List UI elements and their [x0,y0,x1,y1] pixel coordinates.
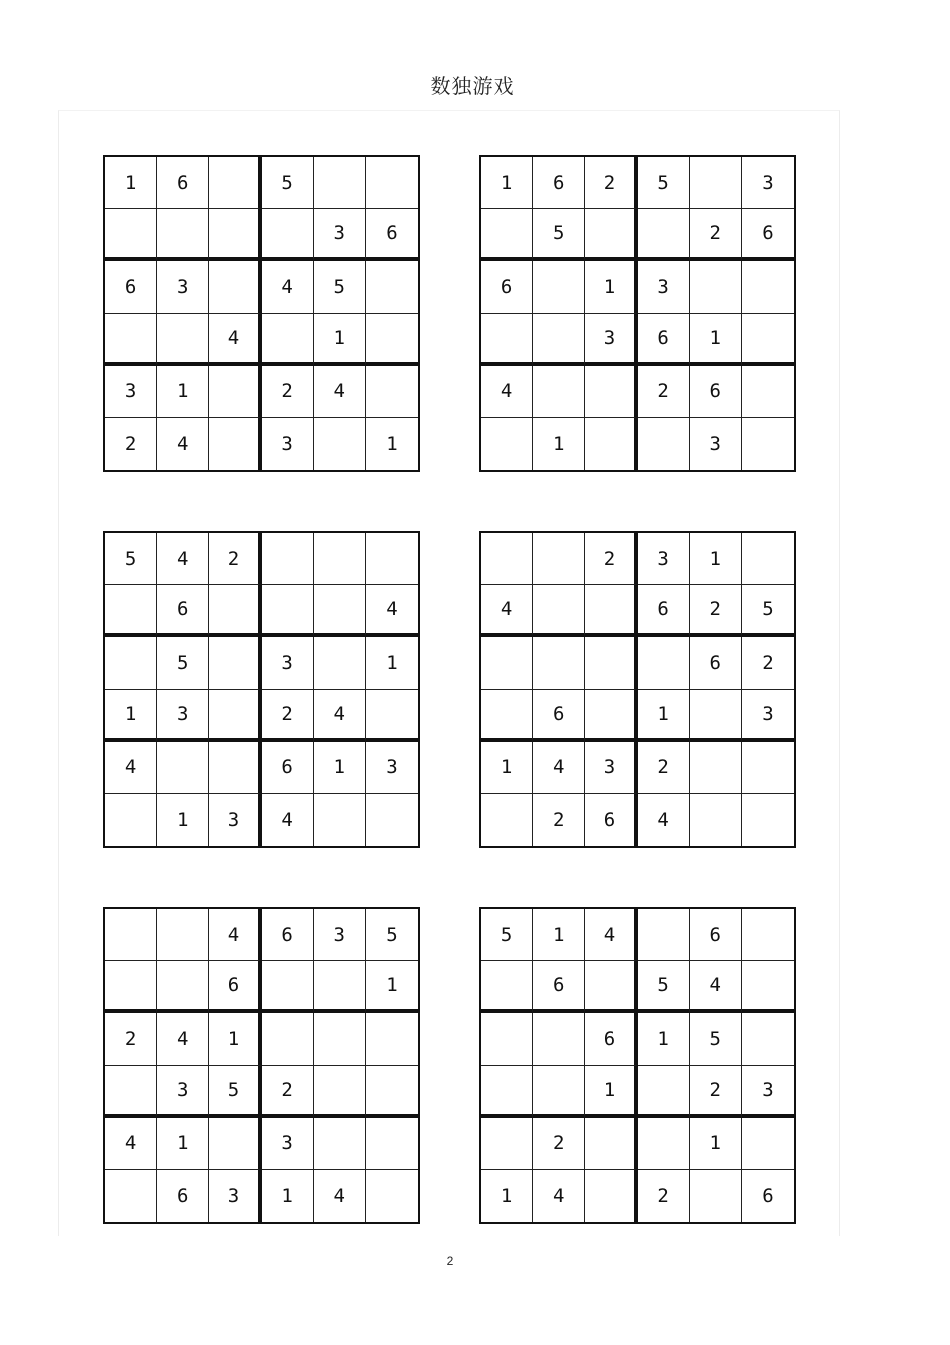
sudoku-cell[interactable] [690,794,742,846]
sudoku-cell: 2 [262,1066,314,1118]
sudoku-cell[interactable] [314,637,366,689]
sudoku-grid-6 [479,907,796,1224]
sudoku-cell[interactable] [585,961,637,1013]
sudoku-cell: 6 [762,1184,774,1207]
sudoku-cell[interactable] [585,366,637,418]
sudoku-cell: 4 [533,742,585,794]
sudoku-cell[interactable] [481,1118,533,1170]
sudoku-cell[interactable] [157,909,209,961]
sudoku-cell[interactable] [105,637,157,689]
sudoku-cell: 4 [638,794,690,846]
sudoku-cell[interactable] [209,585,261,637]
sudoku-grid-2 [479,155,796,472]
sudoku-cell: 2 [690,1066,742,1118]
sudoku-cell[interactable] [314,157,366,209]
sudoku-cell[interactable] [481,637,533,689]
sudoku-cell: 5 [366,909,418,961]
sudoku-cell[interactable] [157,314,209,366]
sudoku-cell[interactable] [209,261,261,313]
sudoku-cell[interactable] [105,209,157,261]
sudoku-cell: 3 [262,418,314,470]
sudoku-cell: 4 [585,909,637,961]
sudoku-cell[interactable] [366,794,418,846]
sudoku-cell: 4 [314,366,366,418]
sudoku-cell[interactable] [481,209,533,261]
sudoku-cell[interactable] [481,418,533,470]
sudoku-cell: 4 [157,418,209,470]
sudoku-cell: 5 [638,157,690,209]
sudoku-cell: 5 [262,157,314,209]
sudoku-cell[interactable] [690,690,742,742]
sudoku-cell: 6 [533,690,585,742]
sudoku-cell: 3 [742,157,794,209]
sudoku-cell[interactable] [209,690,261,742]
sudoku-cell: 6 [481,261,533,313]
sudoku-cell[interactable] [585,1118,637,1170]
sudoku-cell[interactable] [314,533,366,585]
sudoku-cell: 3 [157,1066,209,1118]
sudoku-grid-1 [103,155,420,472]
sudoku-cell[interactable] [533,314,585,366]
sudoku-cell: 6 [585,1013,637,1065]
sudoku-cell: 6 [209,961,261,1013]
sudoku-cell: 1 [690,1118,742,1170]
sudoku-cell[interactable] [366,1066,418,1118]
sudoku-cell: 2 [105,418,157,470]
sudoku-cell: 4 [209,314,261,366]
sudoku-cell: 2 [638,366,690,418]
sudoku-cell: 5 [742,585,794,637]
sudoku-cell: 1 [690,533,742,585]
sudoku-cell[interactable] [481,314,533,366]
sudoku-grid-4 [479,531,796,848]
sudoku-cell[interactable] [742,366,794,418]
sudoku-cell[interactable] [105,794,157,846]
sudoku-cell: 1 [585,1066,637,1118]
sudoku-cell: 1 [638,690,690,742]
sudoku-cell[interactable] [585,418,637,470]
sudoku-cell[interactable] [366,314,418,366]
sudoku-cell[interactable] [314,585,366,637]
sudoku-cell: 5 [157,637,209,689]
sudoku-cell[interactable] [690,1170,742,1222]
sudoku-cell: 3 [209,794,261,846]
sudoku-cell[interactable] [314,1013,366,1065]
sudoku-cell: 1 [157,794,209,846]
sudoku-cell: 6 [262,909,314,961]
sudoku-cell: 1 [209,1013,261,1065]
sudoku-cell[interactable] [262,209,314,261]
sudoku-grid-5 [103,907,420,1224]
sudoku-cell[interactable] [533,366,585,418]
sudoku-cell: 3 [105,366,157,418]
sudoku-cell: 1 [157,1118,209,1170]
page-title: 数独游戏 [430,74,515,98]
sudoku-cell: 1 [481,157,533,209]
sudoku-cell[interactable] [742,1013,794,1065]
sudoku-cell: 6 [157,1170,209,1222]
sudoku-cell[interactable] [157,742,209,794]
page-number: 2 [446,1254,454,1268]
sudoku-cell[interactable] [533,637,585,689]
sudoku-cell[interactable] [481,1066,533,1118]
sudoku-cell: 6 [533,961,585,1013]
sudoku-cell[interactable] [209,366,261,418]
sudoku-cell: 5 [533,209,585,261]
sudoku-cell[interactable] [314,794,366,846]
sudoku-cell[interactable] [366,157,418,209]
sudoku-grid-3 [103,531,420,848]
sudoku-cell: 1 [533,909,585,961]
sudoku-cell[interactable] [262,1013,314,1065]
sudoku-cell: 2 [209,533,261,585]
sudoku-cell: 1 [105,157,157,209]
sudoku-cell[interactable] [366,366,418,418]
sudoku-cell: 3 [742,1066,794,1118]
sudoku-cell[interactable] [366,1118,418,1170]
sudoku-cell[interactable] [585,209,637,261]
sudoku-cell[interactable] [481,533,533,585]
sudoku-cell: 2 [105,1013,157,1065]
sudoku-cell: 1 [585,261,637,313]
sudoku-cell: 4 [105,742,157,794]
sudoku-cell[interactable] [209,209,261,261]
sudoku-cell[interactable] [366,533,418,585]
sudoku-cell: 3 [262,1118,314,1170]
sudoku-cell: 5 [481,909,533,961]
sudoku-cell[interactable] [638,418,690,470]
sudoku-cell[interactable] [742,314,794,366]
sudoku-cell[interactable] [533,585,585,637]
sudoku-cell[interactable] [742,742,794,794]
sudoku-cell[interactable] [690,261,742,313]
sudoku-cell[interactable] [742,418,794,470]
sudoku-cell: 5 [209,1066,261,1118]
sudoku-cell[interactable] [105,585,157,637]
sudoku-cell[interactable] [209,742,261,794]
sudoku-cell: 6 [638,314,690,366]
sudoku-cell[interactable] [105,909,157,961]
sudoku-cell[interactable] [314,418,366,470]
sudoku-cell[interactable] [742,533,794,585]
sudoku-cell: 6 [262,742,314,794]
sudoku-cell: 4 [481,366,533,418]
sudoku-cell: 6 [690,366,742,418]
sudoku-cell[interactable] [209,418,261,470]
sudoku-cell: 4 [366,585,418,637]
sudoku-cell[interactable] [366,1170,418,1222]
sudoku-cell: 4 [481,585,533,637]
sudoku-cell: 1 [366,637,418,689]
sudoku-cell[interactable] [481,794,533,846]
sudoku-cell: 2 [690,209,742,261]
sudoku-cell: 4 [157,1013,209,1065]
sudoku-cell[interactable] [209,157,261,209]
sudoku-cell[interactable] [742,261,794,313]
sudoku-cell: 1 [533,418,585,470]
sudoku-cell: 2 [638,1170,690,1222]
sudoku-cell[interactable] [105,961,157,1013]
sudoku-cell: 3 [314,209,366,261]
sudoku-cell[interactable] [585,690,637,742]
sudoku-cell[interactable] [209,637,261,689]
sudoku-cell: 5 [638,961,690,1013]
sudoku-cell[interactable] [366,690,418,742]
sudoku-cell[interactable] [638,637,690,689]
sudoku-cell: 3 [157,261,209,313]
sudoku-cell[interactable] [638,209,690,261]
sudoku-cell: 1 [105,690,157,742]
sudoku-cell[interactable] [481,961,533,1013]
sudoku-cell[interactable] [742,1118,794,1170]
sudoku-cell: 3 [690,418,742,470]
sudoku-cell[interactable] [157,209,209,261]
sudoku-cell[interactable] [262,533,314,585]
sudoku-cell[interactable] [690,157,742,209]
sudoku-cell: 4 [105,1118,157,1170]
sudoku-cell[interactable] [742,909,794,961]
sudoku-cell: 2 [585,157,637,209]
sudoku-cell: 3 [585,314,637,366]
sudoku-cell[interactable] [481,690,533,742]
sudoku-cell: 3 [209,1170,261,1222]
sudoku-cell: 2 [262,366,314,418]
sudoku-cell: 5 [690,1013,742,1065]
sudoku-cell: 1 [481,1170,533,1222]
sudoku-cell: 1 [366,961,418,1013]
sudoku-cell[interactable] [157,961,209,1013]
sudoku-cell: 6 [690,909,742,961]
sudoku-cell: 6 [105,261,157,313]
sudoku-cell[interactable] [366,1013,418,1065]
sudoku-cell: 4 [690,961,742,1013]
sudoku-cell: 3 [314,909,366,961]
sudoku-cell: 3 [262,637,314,689]
sudoku-cell: 1 [314,314,366,366]
sudoku-cell: 1 [262,1170,314,1222]
sudoku-cell: 3 [638,261,690,313]
sudoku-cell: 2 [533,1118,585,1170]
sudoku-cell: 2 [690,585,742,637]
sudoku-cell[interactable] [638,909,690,961]
sudoku-cell: 2 [742,637,794,689]
sudoku-cell[interactable] [742,794,794,846]
sudoku-cell: 6 [690,637,742,689]
sudoku-cell: 1 [481,742,533,794]
sudoku-cell: 6 [585,794,637,846]
sudoku-cell: 4 [314,690,366,742]
sudoku-cell[interactable] [105,1170,157,1222]
sudoku-cell: 6 [533,157,585,209]
sudoku-cell: 1 [690,314,742,366]
sudoku-cell: 6 [157,157,209,209]
sudoku-cell[interactable] [314,961,366,1013]
sudoku-cell[interactable] [262,585,314,637]
sudoku-cell[interactable] [209,1118,261,1170]
sudoku-cell[interactable] [533,533,585,585]
sudoku-cell: 3 [157,690,209,742]
sudoku-cell: 4 [157,533,209,585]
sudoku-cell: 4 [533,1170,585,1222]
sudoku-cell: 2 [262,690,314,742]
sudoku-cell: 1 [386,432,398,455]
sudoku-cell: 6 [366,209,418,261]
sudoku-cell: 4 [209,909,261,961]
sudoku-cell: 1 [157,366,209,418]
sudoku-cell[interactable] [105,314,157,366]
sudoku-cell: 6 [638,585,690,637]
sudoku-cell[interactable] [262,314,314,366]
sudoku-cell: 5 [105,533,157,585]
sudoku-cell[interactable] [690,742,742,794]
sudoku-cell[interactable] [533,261,585,313]
sudoku-cell[interactable] [585,585,637,637]
sudoku-cell: 4 [262,261,314,313]
sudoku-cell: 3 [585,742,637,794]
sudoku-cell[interactable] [533,1066,585,1118]
sudoku-cell: 3 [366,742,418,794]
sudoku-cell[interactable] [638,1066,690,1118]
sudoku-cell[interactable] [533,1013,585,1065]
sudoku-cell: 2 [533,794,585,846]
sudoku-cell: 1 [638,1013,690,1065]
sudoku-cell: 4 [262,794,314,846]
sudoku-cell: 3 [742,690,794,742]
sudoku-cell[interactable] [262,961,314,1013]
sudoku-cell: 4 [314,1170,366,1222]
sudoku-cell: 2 [585,533,637,585]
sudoku-cell: 2 [638,742,690,794]
sudoku-cell[interactable] [585,1170,637,1222]
sudoku-cell: 3 [638,533,690,585]
sudoku-cell[interactable] [314,1066,366,1118]
sudoku-cell[interactable] [742,961,794,1013]
sudoku-cell[interactable] [638,1118,690,1170]
sudoku-cell[interactable] [585,637,637,689]
sudoku-cell: 1 [314,742,366,794]
sudoku-cell: 6 [742,209,794,261]
sudoku-cell[interactable] [366,261,418,313]
sudoku-cell[interactable] [105,1066,157,1118]
sudoku-cell: 5 [314,261,366,313]
sudoku-cell[interactable] [314,1118,366,1170]
sudoku-cell: 6 [157,585,209,637]
sudoku-cell[interactable] [481,1013,533,1065]
